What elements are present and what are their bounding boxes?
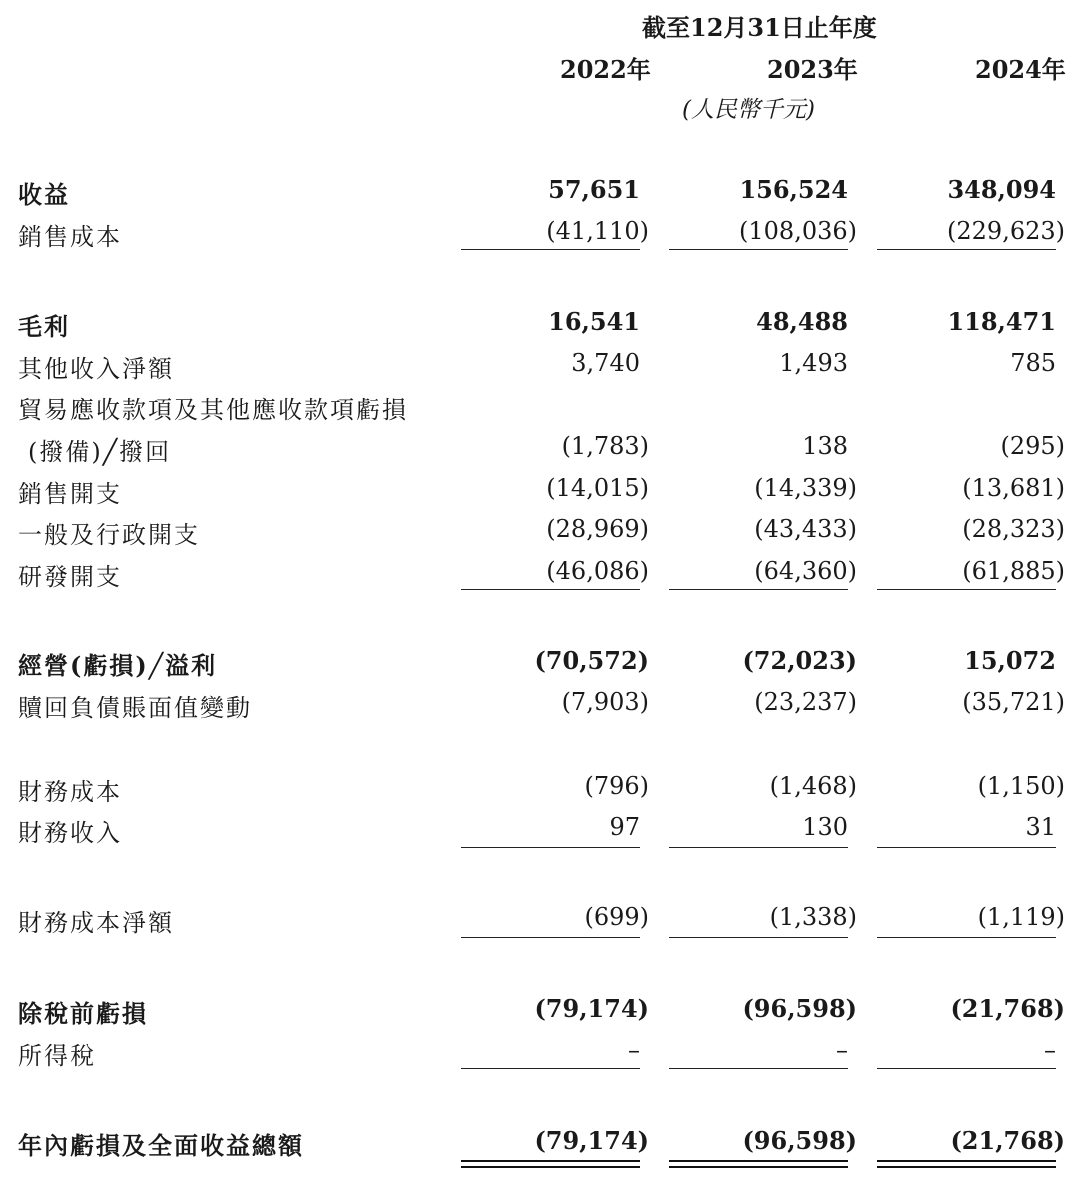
subtotal-rule [877, 249, 1056, 250]
value-2023: 130 [802, 813, 848, 841]
row-label: 財務成本淨額 [18, 909, 174, 937]
row-label: 銷售成本 [18, 223, 122, 251]
value-2023: (43,433) [754, 515, 857, 543]
row-label: 一般及行政開支 [18, 521, 200, 549]
row-label: 財務收入 [18, 819, 122, 847]
value-2022: (28,969) [546, 515, 649, 543]
total-double-rule [669, 1160, 848, 1168]
total-double-rule [461, 1160, 640, 1168]
value-2024: (1,119) [977, 903, 1065, 931]
value-2024: (295) [1000, 432, 1065, 460]
value-2022: – [628, 1036, 640, 1064]
table-row [0, 688, 1080, 728]
table-row [0, 1036, 1080, 1076]
subtotal-rule [461, 589, 640, 590]
subtotal-rule [461, 847, 640, 848]
value-2022: (7,903) [561, 688, 649, 716]
total-double-rule [877, 1160, 1056, 1168]
row-label: 財務成本 [18, 778, 122, 806]
value-2022: (70,572) [534, 646, 649, 675]
table-row [0, 646, 1080, 686]
value-2024: 348,094 [947, 175, 1056, 204]
table-row [0, 307, 1080, 347]
table-row [0, 474, 1080, 514]
table-row [0, 432, 1080, 472]
value-2024: (21,768) [950, 1126, 1065, 1155]
row-label: 經營(虧損)╱溢利 [18, 651, 218, 680]
value-2022: (14,015) [546, 474, 649, 502]
value-2023: (64,360) [754, 557, 857, 585]
value-2022: (46,086) [546, 557, 649, 585]
value-2023: (108,036) [739, 217, 857, 245]
value-2024: (35,721) [962, 688, 1065, 716]
value-2022: (41,110) [546, 217, 649, 245]
value-2022: (1,783) [561, 432, 649, 460]
subtotal-rule [669, 1068, 848, 1069]
subtotal-rule [877, 937, 1056, 938]
period-header: 截至12月31日止年度 [642, 13, 877, 42]
row-label: (撥備)╱撥回 [28, 438, 172, 466]
table-row [0, 994, 1080, 1034]
value-2023: (1,338) [769, 903, 857, 931]
value-2024: (13,681) [962, 474, 1065, 502]
table-row [0, 175, 1080, 215]
subtotal-rule [461, 1068, 640, 1069]
value-2024: – [1044, 1036, 1056, 1064]
row-label: 除稅前虧損 [18, 999, 148, 1028]
year-header-2023: 2023年 [767, 55, 858, 84]
row-label: 研發開支 [18, 563, 122, 591]
value-2022: 3,740 [571, 349, 640, 377]
value-2022: (79,174) [534, 994, 649, 1023]
value-2023: 48,488 [756, 307, 848, 336]
row-label: 毛利 [18, 312, 70, 341]
row-label: 年內虧損及全面收益總額 [18, 1131, 304, 1160]
subtotal-rule [877, 589, 1056, 590]
table-row [0, 390, 1080, 430]
year-header-2024: 2024年 [975, 55, 1066, 84]
value-2023: (72,023) [742, 646, 857, 675]
table-row [0, 772, 1080, 812]
row-label: 所得稅 [18, 1042, 96, 1070]
table-row [0, 217, 1080, 257]
value-2024: (28,323) [962, 515, 1065, 543]
subtotal-rule [669, 847, 848, 848]
value-2023: 156,524 [739, 175, 848, 204]
row-label: 贖回負債賬面值變動 [18, 694, 252, 722]
subtotal-rule [669, 589, 848, 590]
value-2023: (96,598) [742, 994, 857, 1023]
subtotal-rule [877, 847, 1056, 848]
subtotal-rule [877, 1068, 1056, 1069]
value-2024: 118,471 [947, 307, 1056, 336]
value-2022: 97 [609, 813, 640, 841]
table-row [0, 557, 1080, 597]
value-2024: (61,885) [962, 557, 1065, 585]
value-2022: (796) [584, 772, 649, 800]
currency-unit: (人民幣千元) [682, 97, 815, 123]
value-2024: 31 [1025, 813, 1056, 841]
value-2023: (96,598) [742, 1126, 857, 1155]
value-2024: 785 [1010, 349, 1056, 377]
subtotal-rule [461, 937, 640, 938]
row-label: 收益 [18, 180, 70, 209]
value-2023: (23,237) [754, 688, 857, 716]
table-row [0, 515, 1080, 555]
value-2023: (1,468) [769, 772, 857, 800]
value-2023: – [836, 1036, 848, 1064]
subtotal-rule [669, 249, 848, 250]
value-2022: (699) [584, 903, 649, 931]
row-label: 其他收入淨額 [18, 355, 174, 383]
value-2024: (229,623) [947, 217, 1065, 245]
value-2024: (21,768) [950, 994, 1065, 1023]
subtotal-rule [669, 937, 848, 938]
value-2024: (1,150) [977, 772, 1065, 800]
subtotal-rule [461, 249, 640, 250]
table-row [0, 349, 1080, 389]
value-2023: 1,493 [779, 349, 848, 377]
year-header-2022: 2022年 [560, 55, 651, 84]
value-2022: (79,174) [534, 1126, 649, 1155]
row-label: 貿易應收款項及其他應收款項虧損 [18, 396, 408, 424]
value-2023: 138 [802, 432, 848, 460]
value-2022: 16,541 [548, 307, 640, 336]
value-2023: (14,339) [754, 474, 857, 502]
row-label: 銷售開支 [18, 480, 122, 508]
value-2024: 15,072 [964, 646, 1056, 675]
value-2022: 57,651 [548, 175, 640, 204]
